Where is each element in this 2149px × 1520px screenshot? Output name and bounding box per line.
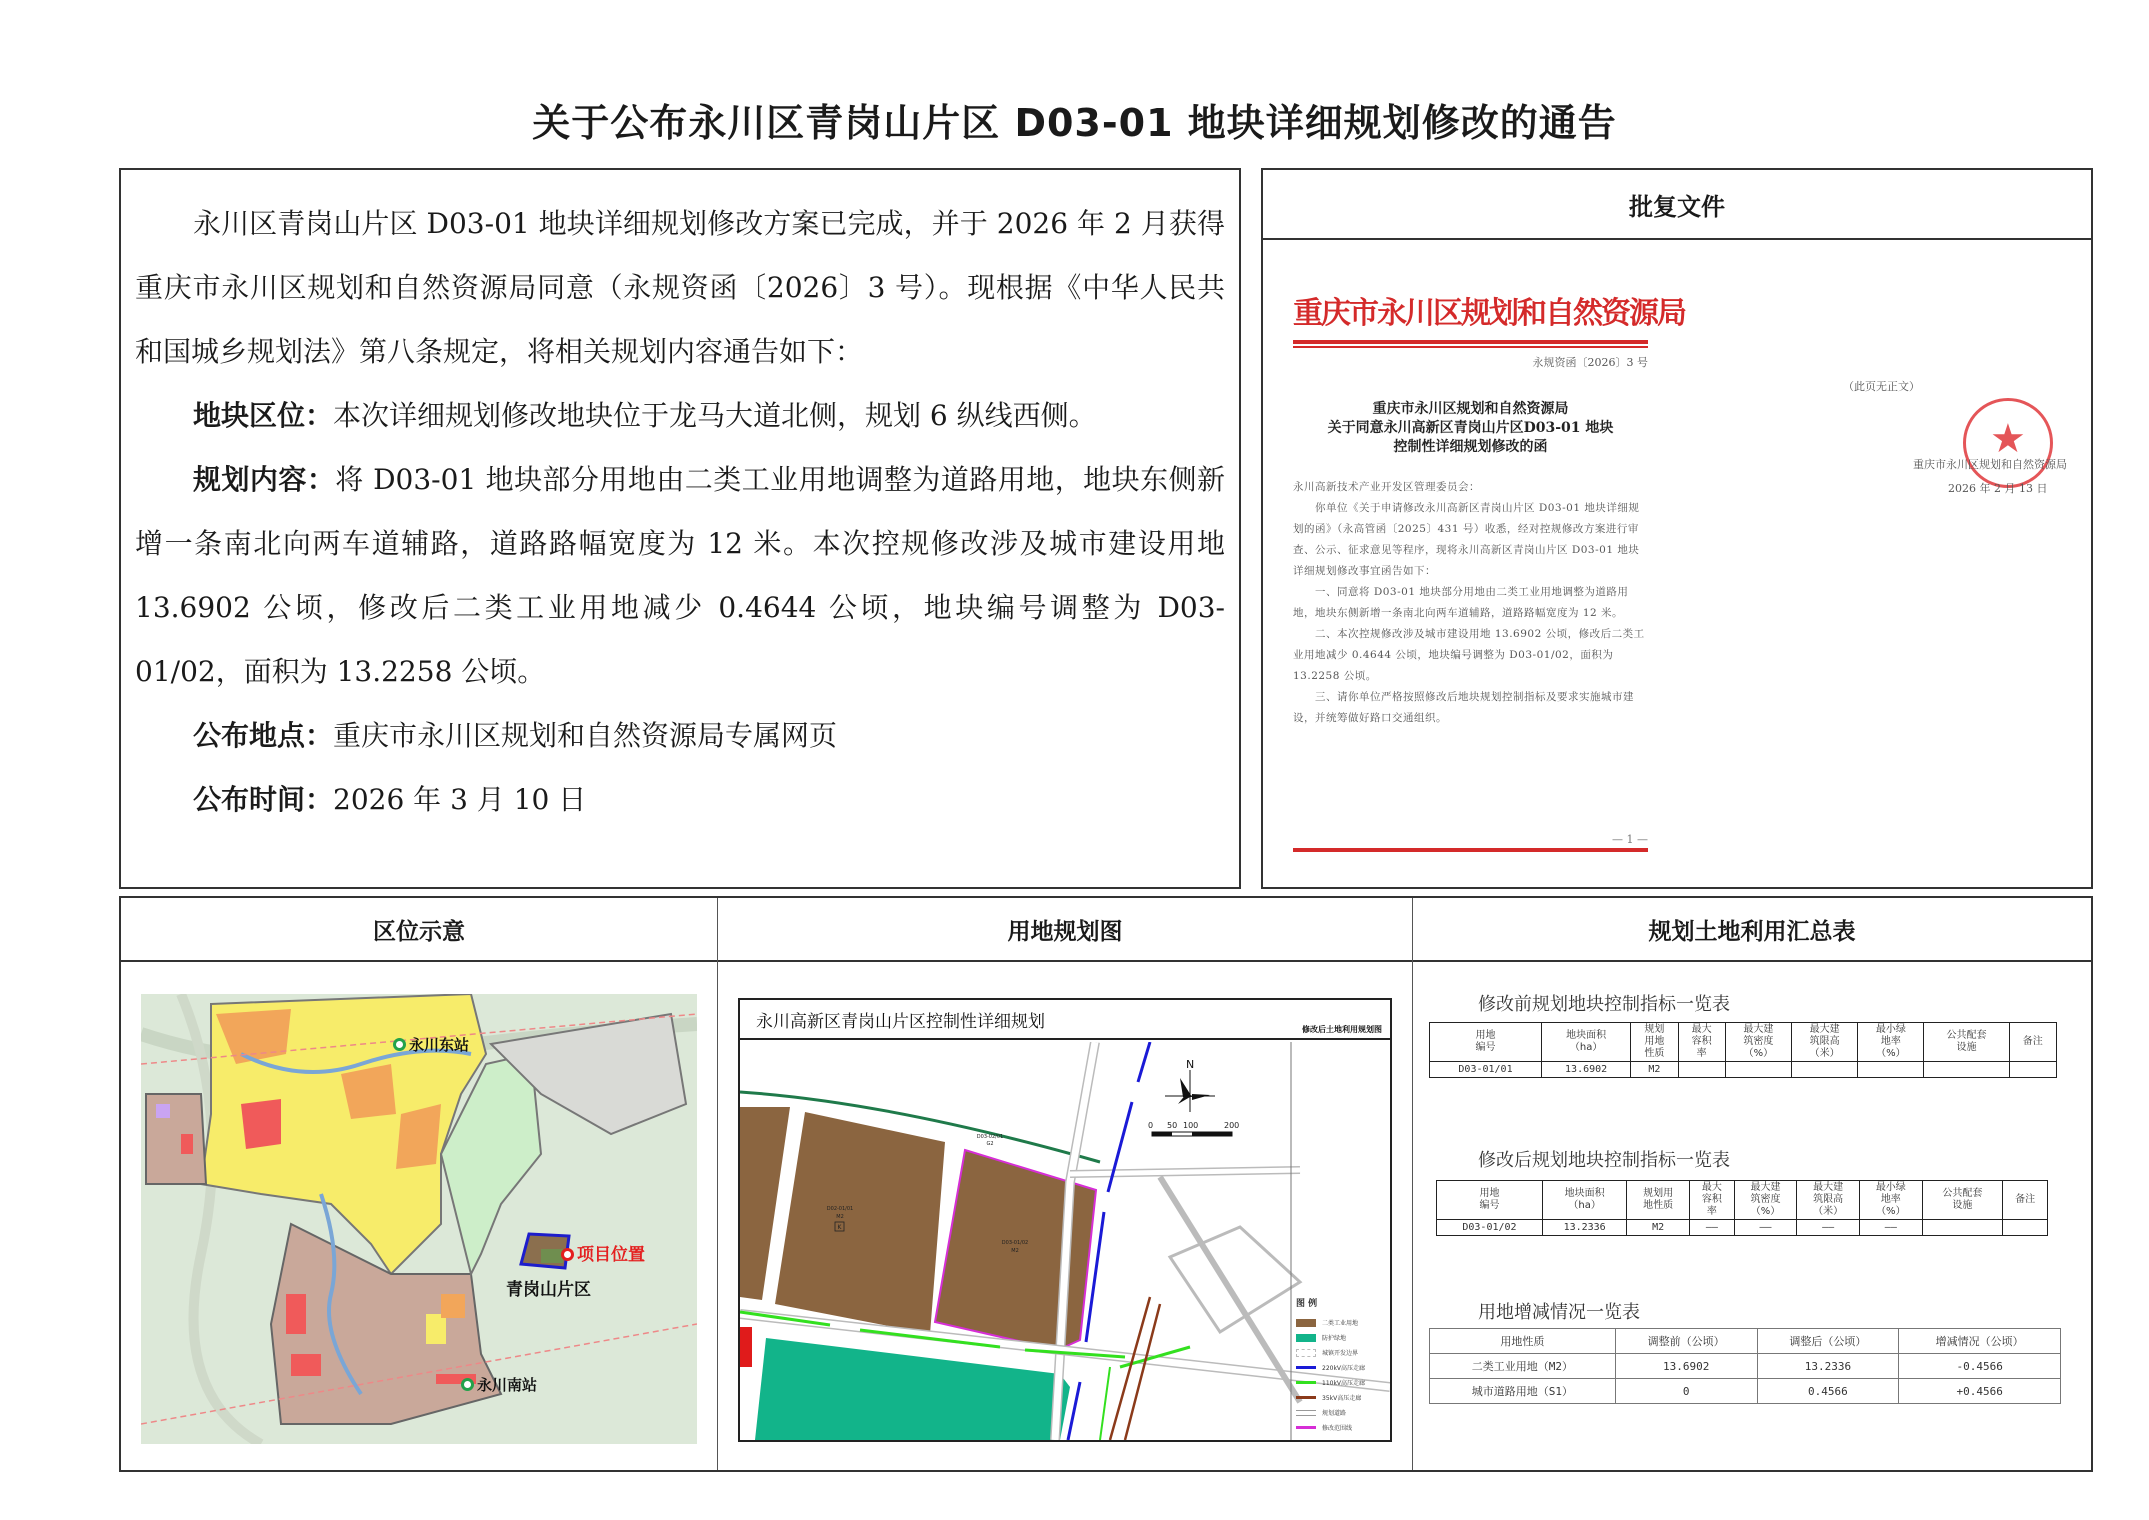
scale-label: 100 [1183,1121,1199,1130]
doc-number: 永规资函〔2026〕3 号 [1532,356,1648,369]
block-code-label: D02-01/01 [826,1206,854,1212]
table-row [1430,1354,2061,1379]
legend-item [1296,1375,1390,1390]
column-header: 最大建 筑密度 （%） [1734,1181,1797,1220]
legend-items [1296,1315,1390,1435]
station-icon [461,1378,474,1391]
column-header: 增减情况（公顷） [1899,1329,2061,1354]
legend-swatch [1296,1396,1316,1399]
block-red [740,1327,752,1367]
block-marker-label: K [837,1224,842,1231]
project-location-label: 项目位置 [561,1240,645,1265]
column-header: 最大建 筑密度 （%） [1725,1023,1791,1062]
table-cell: 13.2336 [1542,1220,1626,1236]
column-header: 公共配套 设施 [1924,1023,2009,1062]
page-title: 关于公布永川区青岗山片区 D03-01 地块详细规划修改的通告 [532,101,1617,145]
east-station-label: 永川东站 [393,1034,469,1055]
land-plan-column [718,898,1413,1470]
notice-body [135,192,1225,832]
column-header: 用地 编号 [1430,1023,1542,1062]
legend-item [1296,1315,1390,1330]
legend-item [1296,1360,1390,1375]
masthead-org: 重庆市永川区规划和自然资源局 [1293,296,1685,331]
summary-header: 规划土地利用汇总表 [1413,898,2091,962]
date-text: 2026 年 3 月 10 日 [333,783,587,816]
table-cell: 13.2336 [1757,1354,1899,1379]
column-header: 最大建 筑限高 （米） [1792,1023,1858,1062]
before-table-title: 修改前规划地块控制指标一览表 [1478,994,1730,1015]
masthead-rule [1293,340,1648,344]
table-cell: 0.4566 [1757,1379,1899,1404]
table-header-row [1430,1329,2061,1354]
doc-heading [1293,400,1648,457]
doc-text [1293,477,1648,729]
after-control-table [1436,1180,2048,1236]
legend-item [1296,1330,1390,1345]
column-header: 最小绿 地率 （%） [1860,1181,1923,1220]
legend-label: 修改范围线 [1322,1425,1353,1432]
column-header: 用地 编号 [1437,1181,1543,1220]
column-header: 规划 用地 性质 [1631,1023,1678,1062]
column-header: 公共配套 设施 [1922,1181,2003,1220]
notice-content [135,448,1225,704]
change-table [1429,1328,2061,1404]
plan-drawing [740,1042,1390,1440]
notice-intro: 永川区青岗山片区 D03-01 地块详细规划修改方案已完成，并于 2026 年 2 月获得重庆市永川区规划和自然资源局同意（永规资函〔2026〕3 号）。现根据《中华人民共和国城乡规划法》第八条规定，将相关规划内容通告如下： [135,207,1225,368]
block-code-label: D03-02/01 [976,1134,1004,1140]
table-row [1437,1220,2048,1236]
land-use-plan [738,998,1392,1442]
approval-letter-page-1 [1293,280,1685,880]
location-column [121,898,718,1470]
doc-footer [1293,833,1648,852]
column-header: 规划用 地性质 [1627,1181,1690,1220]
doc-heading-line: 关于同意永川高新区青岗山片区D03-01 地块 [1327,420,1614,436]
notice-box [119,168,1241,889]
doc-paragraph: 一、同意将 D03-01 地块部分用地由二类工业用地调整为道路用地，地块东侧新增一条南北向两车道辅路，道路路幅宽度为 12 米。 [1293,586,1629,619]
signature-date: 2026 年 2 月 13 日 [1948,482,2048,495]
column-header: 用地性质 [1430,1329,1616,1354]
legend-swatch [1296,1426,1316,1429]
legend-item [1296,1390,1390,1405]
content-label: 规划内容： [193,463,336,496]
plan-legend [1296,1296,1390,1435]
doc-addressee: 永川高新技术产业开发区管理委员会： [1293,481,1480,493]
column-header: 地块面积 （ha） [1542,1023,1631,1062]
table-cell: 城市道路用地（S1） [1430,1379,1616,1404]
official-seal [1963,398,2053,488]
location-label: 地块区位： [193,399,334,432]
table-cell [1858,1062,1924,1078]
notice-venue [135,704,1225,768]
scale-bar [1152,1132,1232,1136]
location-text: 本次详细规划修改地块位于龙马大道北侧，规划 6 纵线西侧。 [333,399,1097,432]
column-header: 备注 [2009,1023,2056,1062]
station-icon [393,1038,406,1051]
notice-date [135,768,1225,832]
doc-paragraph: 你单位《关于申请修改永川高新区青岗山片区 D03-01 地块详细规划的函》（永高管函〔2025〕431 号）收悉，经对控规修改方案进行审查、公示、征求意见等程序，现将永川高新区青岗山片区 D03-01 地块详细规划修改事宜函告如下： [1293,502,1640,577]
table-cell: —— [1734,1220,1797,1236]
table-cell: —— [1797,1220,1860,1236]
block-d02-01-01 [775,1112,945,1334]
table-cell: M2 [1631,1062,1678,1078]
legend-swatch [1296,1349,1316,1357]
doc-paragraph: 三、请你单位严格按照修改后地块规划控制指标及要求实施城市建设，并统筹做好路口交通组织。 [1293,691,1634,724]
column-header: 最大建 筑限高 （米） [1797,1181,1860,1220]
block-code-label: D03-01/02 [1001,1240,1029,1246]
table-cell [1924,1062,2009,1078]
north-label: N [1186,1058,1195,1071]
table-header-row [1437,1181,2048,1220]
legend-label: 规划道路 [1322,1410,1347,1417]
block-use-label: M2 [1011,1248,1019,1254]
signature-org: 重庆市永川区规划和自然资源局 [1913,458,2067,471]
table-row [1430,1379,2061,1404]
table-header-row [1430,1023,2057,1062]
seal-star-icon: ★ [1990,416,2026,462]
column-header: 备注 [2003,1181,2048,1220]
table-cell [1922,1220,2003,1236]
scale-label: 200 [1224,1121,1240,1130]
column-header: 调整后（公顷） [1757,1329,1899,1354]
table-cell: D03-01/02 [1437,1220,1543,1236]
table-cell [1725,1062,1791,1078]
block-use-label: G2 [986,1141,994,1147]
table-cell: M2 [1627,1220,1690,1236]
approval-document-box [1261,168,2093,889]
change-table-title: 用地增减情况一览表 [1478,1302,1640,1323]
table-cell: +0.4566 [1899,1379,2061,1404]
footer-rule [1293,848,1648,852]
plan-subtitle: 修改后土地利用规划图 [1302,1025,1382,1034]
legend-item [1296,1405,1390,1420]
doc-paragraph: 二、本次控规修改涉及城市建设用地 13.6902 公顷，修改后二类工业用地减少 0.4644 公顷，地块编号调整为 D03-01/02，面积为 13.2258 公顷。 [1293,628,1645,682]
legend-label: 220kV高压走廊 [1322,1365,1366,1372]
table-cell: —— [1689,1220,1734,1236]
block-use-label: M2 [836,1214,844,1220]
table-row [1430,1062,2057,1078]
table-cell: 13.6902 [1542,1062,1631,1078]
scale-label: 50 [1167,1121,1178,1130]
approval-header: 批复文件 [1263,170,2091,240]
legend-title: 图 例 [1296,1299,1318,1309]
before-control-table [1429,1022,2057,1078]
scale-label: 0 [1148,1121,1154,1130]
legend-swatch [1296,1319,1316,1327]
table-cell [2009,1062,2056,1078]
legend-item [1296,1345,1390,1360]
plan-titlebar [740,1000,1390,1040]
column-header: 最大 容积 率 [1678,1023,1725,1062]
location-map [141,994,697,1444]
approval-letter-page-2 [1743,280,2073,880]
summary-column [1413,898,2091,1470]
table-cell [2003,1220,2048,1236]
content-text: 将 D03-01 地块部分用地由二类工业用地调整为道路用地，地块东侧新增一条南北向两车道辅路，道路路幅宽度为 12 米。本次控规修改涉及城市建设用地 13.6902 公顷，修改后二类工业用地减少 0.4644 公顷，地块编号调整为 D03-01/02，面积为 13.2258 公顷。 [135,463,1225,688]
legend-label: 110kV高压走廊 [1322,1380,1366,1387]
legend-swatch [1296,1366,1316,1369]
doc-page-number: — 1 — [1612,833,1648,846]
land-plan-header: 用地规划图 [718,898,1412,962]
venue-label: 公布地点： [193,719,334,752]
column-header: 最小绿 地率 （%） [1858,1023,1924,1062]
doc-heading-line: 控制性详细规划修改的函 [1393,439,1548,455]
table-cell: 二类工业用地（M2） [1430,1354,1616,1379]
column-header: 地块面积 （ha） [1542,1181,1626,1220]
masthead-rule-thin [1293,346,1648,348]
no-text-note: （此页无正文） [1843,380,1920,393]
south-station-label: 永川南站 [461,1374,537,1395]
legend-swatch [1296,1410,1316,1416]
table-cell: —— [1860,1220,1923,1236]
table-cell: 0 [1615,1379,1757,1404]
legend-label: 防护绿地 [1322,1335,1347,1342]
after-table-title: 修改后规划地块控制指标一览表 [1478,1150,1730,1171]
legend-label: 二类工业用地 [1322,1320,1359,1327]
legend-label: 35kV高压走廊 [1322,1395,1362,1402]
legend-item [1296,1420,1390,1435]
column-header: 调整前（公顷） [1615,1329,1757,1354]
table-cell [1792,1062,1858,1078]
legend-swatch [1296,1381,1316,1384]
location-map-graphic [141,994,697,1444]
doc-heading-line: 重庆市永川区规划和自然资源局 [1372,401,1569,417]
plan-title: 永川高新区青岗山片区控制性详细规划 [756,1012,1045,1032]
target-icon [561,1248,574,1261]
column-header: 最大 容积 率 [1689,1181,1734,1220]
legend-label: 城镇开发边界 [1322,1350,1359,1357]
notice-location [135,384,1225,448]
bottom-panel [119,896,2093,1472]
table-cell: -0.4566 [1899,1354,2061,1379]
date-label: 公布时间： [193,783,334,816]
legend-swatch [1296,1334,1316,1342]
venue-text: 重庆市永川区规划和自然资源局专属网页 [333,719,838,752]
table-cell: 13.6902 [1615,1354,1757,1379]
table-cell [1678,1062,1725,1078]
district-label: 青岗山片区 [506,1280,591,1300]
table-cell: D03-01/01 [1430,1062,1542,1078]
location-header: 区位示意 [121,898,717,962]
